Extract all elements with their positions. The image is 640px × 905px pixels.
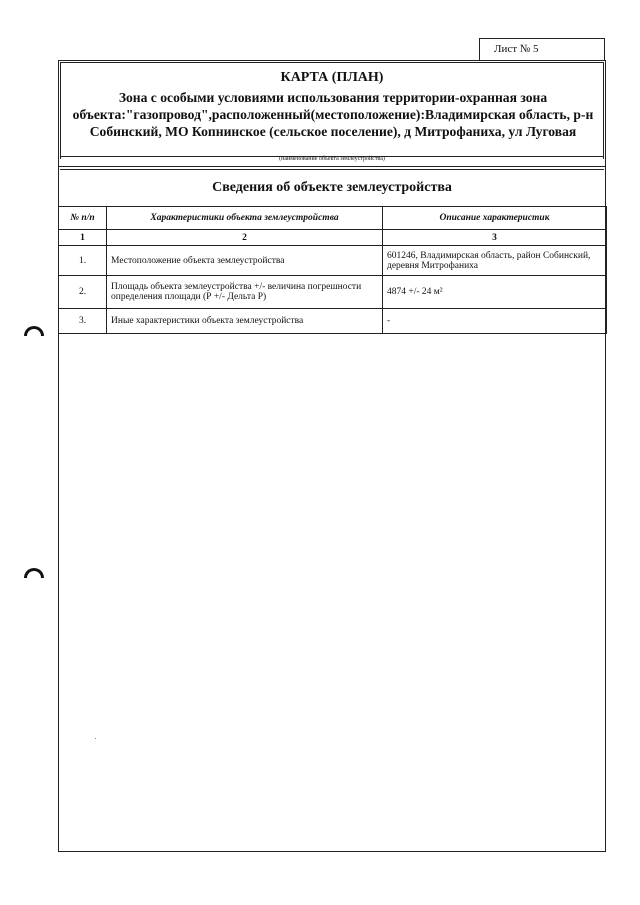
object-name-caption: (наименование объекта землеустройства) [279, 156, 385, 162]
column-number: 2 [107, 230, 383, 246]
table-row [59, 276, 607, 309]
header-num: № п/п [59, 207, 107, 230]
header-description: Описание характеристик [383, 207, 607, 230]
punch-hole-mark [24, 326, 44, 336]
table-row [59, 246, 607, 276]
column-number: 1 [59, 230, 107, 246]
row-number: 2. [59, 276, 107, 309]
section-divider-inner [60, 169, 604, 170]
section-title: Сведения об объекте землеустройства [212, 180, 452, 195]
section-divider [58, 166, 606, 167]
row-number: 3. [59, 309, 107, 334]
row-description: - [383, 309, 607, 334]
sheet-number-box [479, 38, 605, 60]
header-characteristic: Характеристики объекта землеустройства [107, 207, 383, 230]
row-description: 4874 +/- 24 м² [383, 276, 607, 309]
page-title: КАРТА (ПЛАН) [280, 70, 384, 85]
row-description: 601246, Владимирская область, район Собинский, деревня Митрофаниха [383, 246, 607, 276]
sheet-number: Лист № 5 [494, 43, 539, 55]
table-row [59, 309, 607, 334]
table-header-row [59, 207, 607, 230]
column-number: 3 [383, 230, 607, 246]
row-characteristic: Местоположение объекта землеустройства [107, 246, 383, 276]
row-characteristic: Иные характеристики объекта землеустройства [107, 309, 383, 334]
row-characteristic: Площадь объекта землеустройства +/- величина погрешности определения площади (Р +/- Дельта Р) [107, 276, 383, 309]
page-frame [58, 60, 606, 852]
scan-speck [95, 738, 96, 739]
punch-hole-mark [24, 568, 44, 578]
object-name: Зона с особыми условиями использования территории-охранная зона объекта:"газопровод",расположенный(местоположение):Владимирская область, р-н Собинский, МО Копнинское (сельское поселение), д Митрофаниха, ул Луговая [72, 90, 594, 139]
row-number: 1. [59, 246, 107, 276]
info-table [58, 206, 607, 334]
column-number-row [59, 230, 607, 246]
